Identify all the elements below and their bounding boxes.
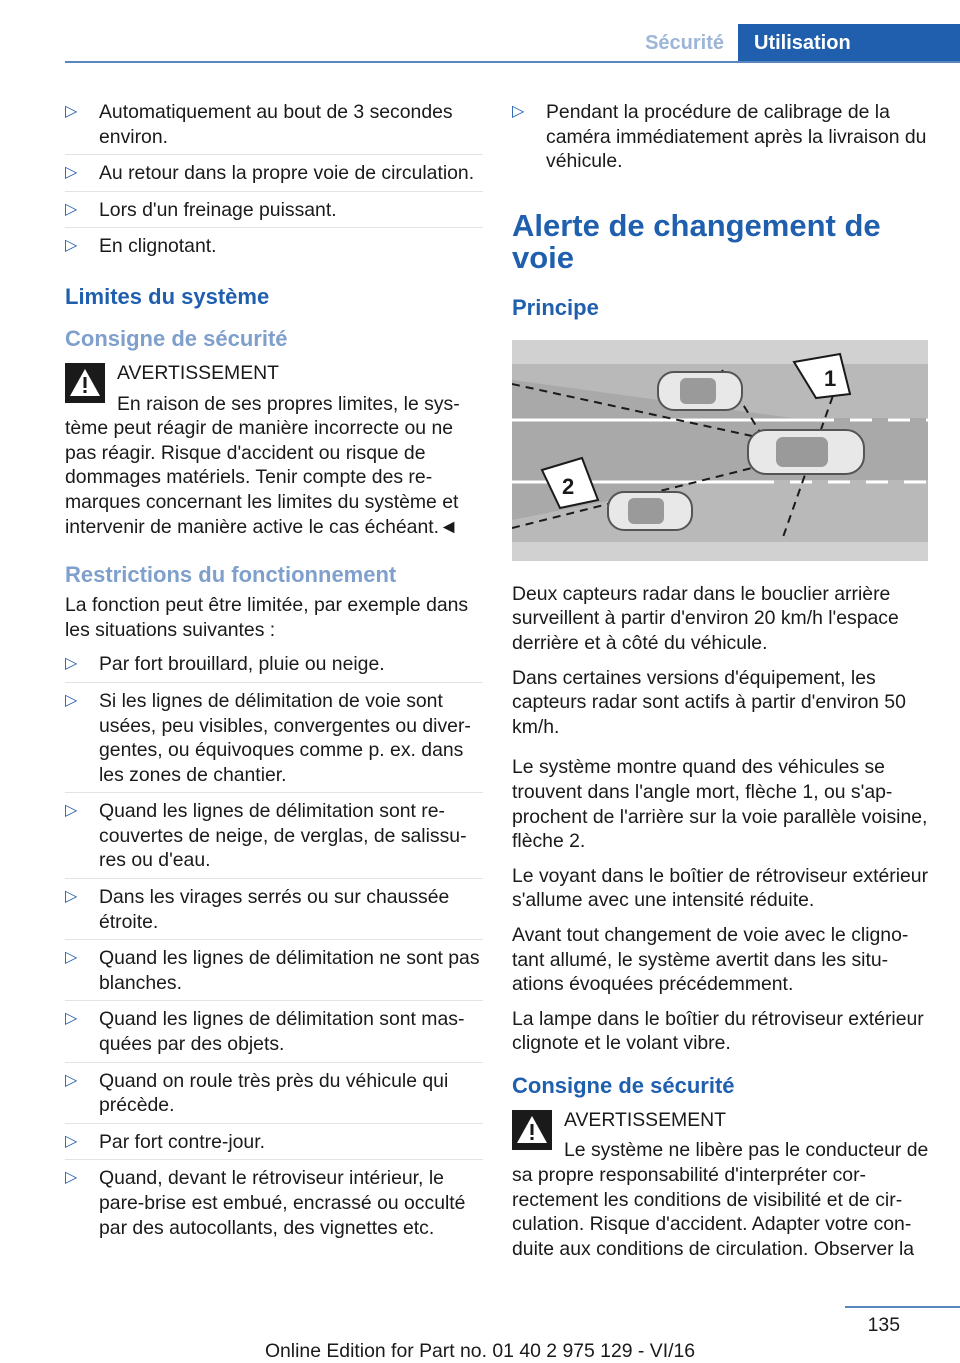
warning-label: AVERTISSEMENT	[564, 1108, 726, 1131]
list-item-text: Par fort brouillard, pluie ou neige.	[99, 653, 385, 676]
list-item	[512, 100, 930, 180]
triangle-bullet-icon: ▷	[65, 888, 78, 906]
right-column	[512, 100, 930, 1271]
lane-change-figure	[512, 340, 928, 561]
principle-heading: Principe	[512, 294, 599, 320]
list-item-text: Quand on roule très près du véhicule qui précède.	[99, 1069, 449, 1117]
warning-icon	[65, 363, 105, 403]
safety-heading: Consigne de sécurité	[65, 325, 288, 351]
limits-heading: Limites du système	[65, 283, 270, 309]
warning-block	[65, 361, 483, 539]
list-item	[65, 161, 483, 192]
paragraph-turn-signal: Avant tout changement de voie avec le clignotant allumé, le système avertit dans les situations évoquées précédemment.	[512, 923, 909, 996]
list-item-text: Quand les lignes de délimitation sont masquées par des objets.	[99, 1008, 465, 1056]
calibration-list	[512, 100, 930, 180]
warning-text: Le système ne libère pas le conducteur de sa propre responsabilité d'interpréter correctement les conditions de visibilité et de circulation. Risque d'accident. Adapter votre conduite aux conditions de circulation. Observer la	[512, 1139, 929, 1260]
paragraph-radar: Deux capteurs radar dans le bouclier arrière surveillent à partir d'environ 20 km/h l'espace derrière et à côté du véhicule.	[512, 582, 899, 654]
paragraph-mirror-lamp: La lampe dans le boîtier du rétroviseur extérieur clignote et le volant vibre.	[512, 1007, 924, 1055]
triangle-bullet-icon: ▷	[65, 1010, 78, 1028]
svg-text:1: 1	[824, 365, 837, 391]
car-upper-icon	[658, 372, 742, 410]
restrictions-intro: La fonction peut être limitée, par exemple dans les situations suivantes :	[65, 594, 469, 641]
list-item	[65, 799, 483, 879]
paragraph-indicator: Le voyant dans le boîtier de rétroviseur extérieur s'allume avec une intensité réduite.	[512, 864, 929, 912]
restrictions-heading: Restrictions du fonctionnement	[65, 562, 397, 588]
list-item-text: En clignotant.	[99, 235, 217, 258]
car-ego-icon	[748, 430, 864, 474]
header-section-tab: Sécurité	[645, 32, 724, 54]
triangle-bullet-icon: ▷	[65, 164, 78, 182]
list-item-text: Lors d'un freinage puissant.	[99, 198, 337, 221]
car-lower-icon	[608, 492, 692, 530]
trigger-list	[65, 100, 483, 265]
list-item	[65, 100, 483, 155]
triangle-bullet-icon: ▷	[512, 103, 525, 120]
triangle-bullet-icon: ▷	[65, 691, 78, 709]
list-item	[65, 1069, 483, 1124]
restrictions-list	[65, 652, 483, 1246]
list-item-text: Pendant la procédure de calibrage de la caméra immédiatement après la livraison du véhicule.	[546, 101, 927, 173]
list-item	[65, 652, 483, 683]
list-item-text: Si les lignes de délimitation de voie sont usées, peu visibles, convergentes ou divergentes, ou équivoques comme p. ex. dans les zones de chantier.	[99, 689, 471, 786]
triangle-bullet-icon: ▷	[65, 237, 78, 255]
list-item	[65, 689, 483, 793]
warning-icon	[512, 1110, 552, 1150]
list-item-text: Automatiquement au bout de 3 secondes environ.	[99, 101, 453, 148]
footer-rule	[845, 1306, 960, 1308]
header-chapter-tab: Utilisation	[738, 24, 960, 62]
header-rule	[65, 61, 960, 63]
triangle-bullet-icon: ▷	[65, 1071, 78, 1089]
list-item-text: Au retour dans la propre voie de circulation.	[99, 162, 475, 185]
list-item-text: Dans les virages serrés ou sur chaussée étroite.	[99, 886, 450, 933]
list-item	[65, 1166, 483, 1246]
warning-label: AVERTISSEMENT	[117, 361, 279, 384]
list-item-text: Par fort contre-jour.	[99, 1130, 265, 1153]
triangle-bullet-icon: ▷	[65, 1132, 78, 1150]
left-column	[65, 100, 483, 1260]
list-item	[65, 885, 483, 940]
warning-block-right	[512, 1108, 930, 1262]
triangle-bullet-icon: ▷	[65, 802, 78, 820]
safety-heading-right: Consigne de sécurité	[512, 1072, 735, 1098]
warning-text: En raison de ses propres limites, le système peut réagir de manière incorrecte ou ne pas réagir. Risque d'accident ou risque de dommages matériels. Tenir compte des remarques concernant les limites du système et intervenir de manière active le cas échéant.◄	[65, 392, 460, 538]
list-item-text: Quand les lignes de délimitation ne sont pas blanches.	[99, 947, 480, 994]
triangle-bullet-icon: ▷	[65, 655, 78, 673]
list-item	[65, 234, 483, 265]
list-item-text: Quand, devant le rétroviseur intérieur, le pare-brise est embué, encrassé ou occulté par des autocollants, des vignettes etc.	[99, 1167, 466, 1239]
page-number: 135	[867, 1314, 900, 1336]
list-item	[65, 1130, 483, 1161]
triangle-bullet-icon: ▷	[65, 103, 78, 120]
triangle-bullet-icon: ▷	[65, 1169, 78, 1187]
paragraph-blind-spot: Le système montre quand des véhicules se trouvent dans l'angle mort, flèche 1, ou s'approchent de l'arrière sur la voie parallèle voisine, flèche 2.	[512, 756, 928, 853]
triangle-bullet-icon: ▷	[65, 200, 78, 218]
list-item	[65, 198, 483, 229]
list-item	[65, 946, 483, 1001]
svg-text:2: 2	[562, 473, 575, 499]
list-item-text: Quand les lignes de délimitation sont recouvertes de neige, de verglas, de salissures ou d'eau.	[99, 800, 467, 872]
edition-footer: Online Edition for Part no. 01 40 2 975 129 - VI/16	[264, 1340, 696, 1362]
lane-change-heading: Alerte de changement de voie	[512, 207, 881, 275]
triangle-bullet-icon: ▷	[65, 949, 78, 967]
list-item	[65, 1007, 483, 1062]
paragraph-versions: Dans certaines versions d'équipement, les capteurs radar sont actifs à partir d'environ 50 km/h.	[512, 666, 906, 738]
